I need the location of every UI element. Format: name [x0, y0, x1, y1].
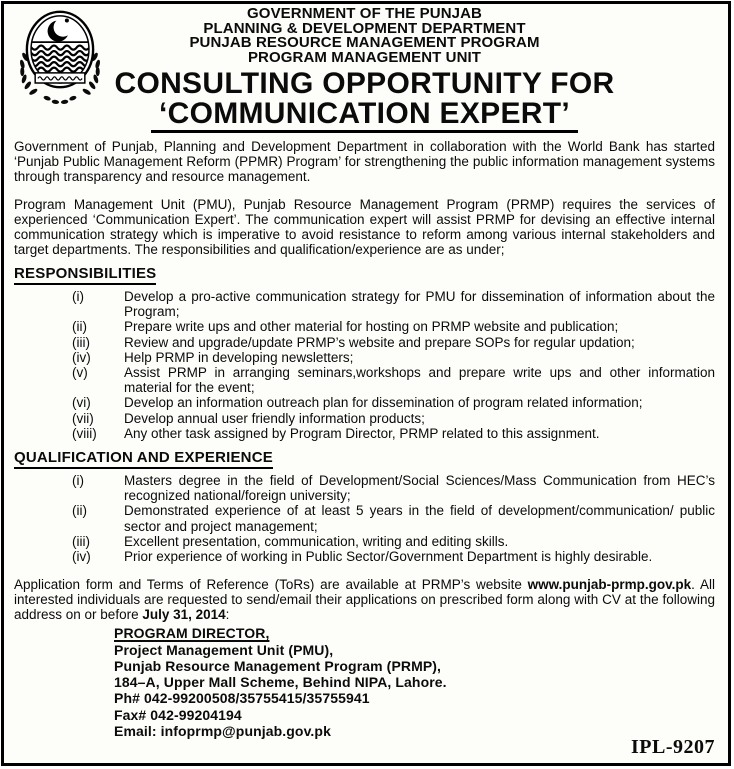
list-item-text: Assist PRMP in arranging seminars,workshops and prepare write ups and other information material for the event; [124, 365, 715, 396]
intro-paragraph-2: Program Management Unit (PMU), Punjab Resource Management Program (PRMP) requires the services of experienced ‘Communication Expert’. The communication expert will assist PRMP for devising an effective internal communication strategy which is imperative to avoid resistance to reform among various internal stakeholders and target departments. The responsibilities and qualification/experience are as under; [14, 197, 715, 257]
list-item-text: Demonstrated experience of at least 5 years in the field of development/communication/ public sector and project management; [124, 503, 715, 534]
page-title-line1: CONSULTING OPPORTUNITY FOR [114, 67, 615, 100]
responsibilities-section [14, 265, 715, 441]
list-item [14, 534, 715, 549]
qualification-list [14, 473, 715, 564]
list-item-text: Masters degree in the field of Development/Social Sciences/Mass Communication from HEC’s recognized national/foreign university; [124, 473, 715, 504]
org-line: PUNJAB RESOURCE MANAGEMENT PROGRAM [189, 34, 540, 51]
application-paragraph-segment: . All interested individuals are requested to send/email their applications on prescribed form along with CV at the following address on or before [14, 577, 715, 623]
list-item-text: Help PRMP in developing newsletters; [124, 349, 354, 365]
list-item-text: Any other task assigned by Program Director, PRMP related to this assignment. [124, 425, 600, 441]
address-line: Punjab Resource Management Program (PRMP), [114, 657, 442, 674]
list-item-text: Develop an information outreach plan for dissemination of program related information; [124, 395, 643, 411]
list-item-number: (vi) [72, 395, 91, 411]
address-line: PROGRAM DIRECTOR, [114, 625, 270, 642]
list-item [14, 335, 715, 350]
list-item [14, 549, 715, 564]
header [14, 7, 715, 133]
org-line: GOVERNMENT OF THE PUNJAB [247, 5, 482, 22]
list-item-number: (v) [72, 365, 88, 381]
list-item [14, 365, 715, 395]
list-item-text: Prior experience of working in Public Sector/Government Department is highly desirable. [124, 549, 653, 565]
application-paragraph-segment: www.punjab-prmp.gov.pk [527, 577, 692, 593]
list-item [14, 395, 715, 410]
responsibilities-heading-text: RESPONSIBILITIES [14, 265, 156, 285]
list-item-number: (iii) [72, 533, 90, 549]
list-item [14, 473, 715, 503]
page-title-line2 [14, 99, 715, 133]
list-item-text: Excellent presentation, communication, writing and editing skills. [124, 533, 509, 549]
list-item-number: (i) [72, 473, 84, 489]
list-item-number: (iv) [72, 349, 91, 365]
application-paragraph-segment: Application form and Terms of Reference (ToRs) are available at PRMP’s website [14, 577, 528, 593]
application-paragraph [14, 577, 715, 622]
list-item [14, 411, 715, 426]
intro-paragraph-1: Government of Punjab, Planning and Development Department in collaboration with the World Bank has started ‘Punjab Public Management Reform (PPMR) Program’ for strengthening the public information management systems through transparency and resource management. [14, 139, 715, 184]
list-item [14, 503, 715, 533]
list-item [14, 350, 715, 365]
list-item-number: (vii) [72, 410, 94, 426]
list-item [14, 319, 715, 334]
org-line: PROGRAM MANAGEMENT UNIT [247, 48, 482, 66]
org-line: PLANNING & DEVELOPMENT DEPARTMENT [203, 19, 526, 37]
responsibilities-heading [14, 265, 715, 285]
list-item-number: (ii) [72, 319, 87, 335]
org-lines [14, 7, 715, 65]
qualification-heading [14, 449, 715, 469]
application-paragraph-segment: : [225, 607, 230, 623]
application-paragraph-segment: July 31, 2014 [142, 607, 226, 623]
list-item-number: (iv) [72, 549, 91, 565]
ad-code: IPL-9207 [631, 736, 715, 758]
page-title-line2-text: ‘COMMUNICATION EXPERT’ [151, 99, 578, 133]
address-line: Ph# 042-99200508/35755415/35755941 [114, 690, 370, 707]
list-item-number: (iii) [72, 334, 90, 350]
address-line: Fax# 042-99204194 [114, 706, 242, 723]
responsibilities-list [14, 289, 715, 441]
address-block [114, 625, 715, 739]
address-line: Project Management Unit (PMU), [114, 641, 334, 658]
list-item-text: Develop a pro-active communication strategy for PMU for dissemination of information about the Program; [124, 289, 715, 320]
crest-banner-icon [35, 73, 85, 83]
punjab-government-crest-logo [14, 9, 106, 112]
list-item [14, 289, 715, 319]
address-line: Email: infoprmp@punjab.gov.pk [114, 723, 331, 740]
address-line: 184–A, Upper Mall Scheme, Behind NIPA, Lahore. [114, 674, 447, 691]
qualification-section [14, 449, 715, 564]
list-item-text: Prepare write ups and other material for hosting on PRMP website and publication; [124, 319, 619, 335]
qualification-heading-text: QUALIFICATION AND EXPERIENCE [14, 449, 273, 469]
list-item-number: (ii) [72, 503, 87, 519]
list-item-number: (viii) [72, 425, 97, 441]
list-item-text: Review and upgrade/update PRMP’s website and prepare SOPs for regular updation; [124, 334, 635, 350]
list-item-number: (i) [72, 289, 84, 304]
list-item-text: Develop annual user friendly information products; [124, 410, 425, 426]
list-item [14, 426, 715, 441]
advertisement [1, 1, 731, 766]
